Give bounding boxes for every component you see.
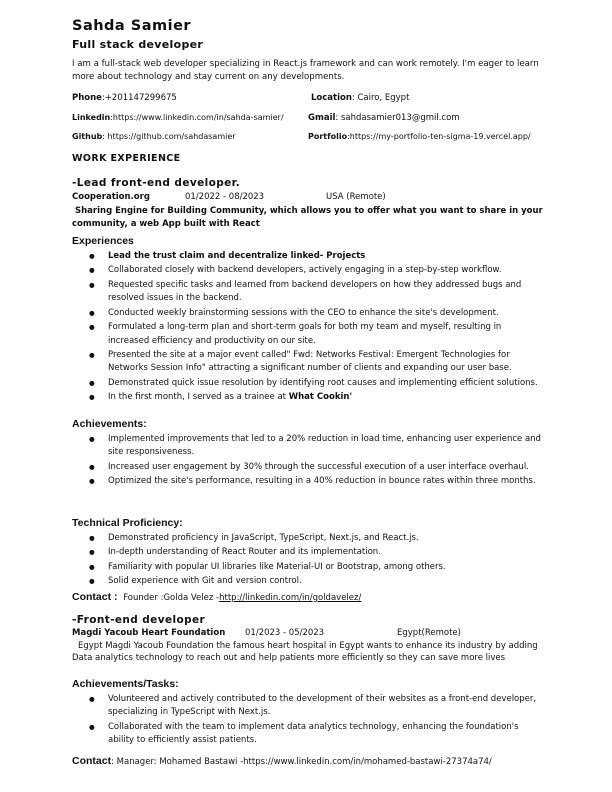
job2-title: -Front-end developer	[72, 614, 206, 626]
job1-achievements-list	[72, 433, 542, 490]
list-item: ● Solid experience with Git and version control.	[72, 575, 542, 588]
phone-row	[72, 93, 177, 103]
list-item: ● Formulated a long-term plan and short-term goals for both my team and myself, resulting in increased efficiency and productivity on our site.	[72, 321, 542, 348]
summary: I am a full-stack web developer specializing in React.js framework and can work remotely. I'm eager to learn more about technology and stay current on any developments.	[72, 59, 539, 82]
candidate-name: Sahda Samier	[72, 18, 192, 34]
job2-dates: 01/2023 - 05/2023	[245, 628, 325, 638]
linkedin-label: Linkedin	[72, 113, 111, 122]
portfolio-label: Portfolio	[308, 132, 348, 141]
github-label: Github	[72, 132, 103, 141]
job1-achievements-heading: Achievements:	[72, 418, 147, 430]
job2-location: Egypt(Remote)	[397, 628, 461, 638]
github-row[interactable]	[72, 132, 236, 141]
job-title: Full stack developer	[72, 38, 204, 51]
gmail-link[interactable]: : sahdasamier013@gmil.com	[335, 113, 460, 123]
phone-value: :+201147299675	[101, 93, 177, 103]
job1-location: USA (Remote)	[326, 192, 386, 202]
location-value: : Cairo, Egypt	[351, 93, 410, 103]
location-label: Location	[311, 93, 352, 103]
job2-description: Egypt Magdi Yacoub Foundation the famous heart hospital in Egypt wants to enhance its industry by adding Data analytics technology to reach out and help patients more efficiently so they can save more lives	[72, 641, 538, 663]
gmail-row[interactable]	[308, 113, 460, 123]
list-item: ● Collaborated closely with backend developers, actively engaging in a step-by-step workflow.	[72, 264, 542, 277]
work-experience-heading: WORK EXPERIENCE	[72, 153, 181, 164]
portfolio-row[interactable]	[308, 132, 531, 141]
list-item: ● Collaborated with the team to implement data analytics technology, enhancing the foundation's ability to efficiently assist patients.	[72, 721, 542, 748]
list-item: ● In-depth understanding of React Router and its implementation.	[72, 546, 542, 559]
phone-label: Phone	[72, 93, 102, 103]
job1-title: -Lead front-end developer.	[72, 177, 241, 189]
trainee-text: In the first month, I served as a trainee at	[108, 392, 289, 403]
list-item: ● Implemented improvements that led to a 20% reduction in load time, enhancing user experience and site responsiveness.	[72, 433, 542, 460]
list-item: ● Requested specific tasks and learned from backend developers on how they addressed bugs and resolved issues in the backend.	[72, 279, 542, 306]
job1-company: Cooperation.org	[72, 192, 150, 202]
list-item: ● Demonstrated quick issue resolution by identifying root causes and implementing efficient solutions.	[72, 377, 542, 390]
job1-technical-heading: Technical Proficiency:	[72, 517, 183, 529]
job1-contact-row	[72, 591, 361, 603]
list-item: ● Familiarity with popular UI libraries like Material-UI or Bootstrap, among others.	[72, 561, 542, 574]
job2-achievements-heading: Achievements/Tasks:	[72, 678, 179, 690]
list-item: ● Conducted weekly brainstorming sessions with the CEO to enhance the site's development.	[72, 307, 542, 320]
job1-technical-list	[72, 532, 542, 590]
job1-contact-label: Contact :	[72, 591, 118, 603]
job2-company: Magdi Yacoub Heart Foundation	[72, 628, 226, 638]
gmail-label: Gmail	[308, 113, 336, 123]
list-item: ● Lead the trust claim and decentralize linked- Projects	[72, 250, 542, 263]
github-link[interactable]: : https://github.com/sahdasamier	[102, 132, 236, 141]
job2-contact-link[interactable]: https://www.linkedin.com/in/mohamed-bastawi-27374a74/	[243, 757, 492, 767]
job1-experiences-list	[72, 250, 542, 406]
job2-contact-person: : Manager: Mohamed Bastawi -	[111, 757, 244, 767]
list-item: ● Demonstrated proficiency in JavaScript, TypeScript, Next.js, and React.js.	[72, 532, 542, 545]
job2-achievements-list	[72, 693, 542, 749]
portfolio-link[interactable]: :https://my-portfolio-ten-sigma-19.vercel.app/	[347, 132, 531, 141]
list-item: ● Optimized the site's performance, resulting in a 40% reduction in bounce rates within three months.	[72, 475, 542, 488]
job1-contact-link[interactable]: http://linkedin.com/in/goldavelez/	[219, 593, 362, 603]
job2-contact-label: Contact	[72, 755, 112, 767]
list-item: ● Volunteered and actively contributed to the development of their websites as a front-end developer, specializing in TypeScript with Next.js.	[72, 693, 542, 720]
trainee-company: What Cookin'	[288, 392, 353, 403]
linkedin-row[interactable]	[72, 113, 284, 122]
list-item: ● Increased user engagement by 30% through the successful execution of a user interface overhaul.	[72, 461, 542, 474]
linkedin-link[interactable]: :https://www.linkedin.com/in/sahda-samier/	[110, 113, 284, 122]
job1-description: Sharing Engine for Building Community, which allows you to offer what you want to share in your community, a web App built with React	[72, 206, 543, 229]
job1-dates: 01/2022 - 08/2023	[185, 192, 265, 202]
job2-contact-row	[72, 755, 492, 767]
list-item: ● Presented the site at a major event called" Fwd: Networks Festival: Emergent Technologies for Networks Session Info" attracting a significant number of clients and expanding our user base.	[72, 349, 542, 376]
location-row	[311, 93, 409, 103]
list-item	[72, 391, 542, 404]
job1-experiences-heading: Experiences	[72, 235, 134, 247]
job1-contact-person: Founder :Golda Velez -	[123, 593, 220, 603]
